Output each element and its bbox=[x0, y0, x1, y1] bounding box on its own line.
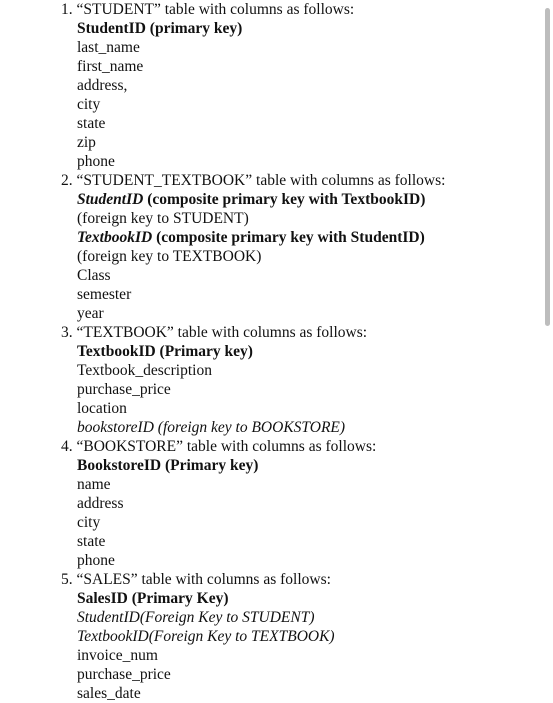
vertical-scrollbar[interactable] bbox=[545, 8, 550, 326]
column-entry bbox=[77, 418, 345, 437]
column-entry-text: TextbookID (Primary key) bbox=[77, 343, 253, 360]
column-entry-text: city bbox=[77, 514, 101, 531]
column-entry-text: zip bbox=[77, 134, 96, 151]
column-entry bbox=[77, 399, 127, 418]
column-entry-text: address, bbox=[77, 77, 128, 94]
column-entry-text: location bbox=[77, 400, 127, 417]
column-entry bbox=[77, 456, 258, 475]
column-entry bbox=[77, 38, 140, 57]
column-entry bbox=[77, 209, 249, 228]
column-entry bbox=[77, 342, 253, 361]
column-entry-text: bookstoreID (foreign key to BOOKSTORE) bbox=[77, 419, 346, 436]
column-entry-text: SalesID (Primary Key) bbox=[77, 590, 229, 607]
column-entry bbox=[77, 665, 171, 684]
column-entry-text: last_name bbox=[77, 39, 140, 56]
column-entry bbox=[77, 95, 100, 114]
column-entry bbox=[77, 532, 105, 551]
column-entry-text: address bbox=[77, 495, 124, 512]
column-entry bbox=[77, 114, 105, 133]
section-heading: 2. “STUDENT_TEXTBOOK” table with columns as follows: bbox=[61, 172, 446, 189]
column-entry bbox=[77, 19, 242, 38]
column-entry-text: semester bbox=[77, 286, 132, 303]
column-entry bbox=[77, 285, 131, 304]
column-entry-text: state bbox=[77, 115, 106, 132]
column-entry bbox=[77, 304, 104, 323]
section-heading: 4. “BOOKSTORE” table with columns as follows: bbox=[61, 438, 377, 455]
column-entry-text: state bbox=[77, 533, 106, 550]
column-entry-text: StudentID bbox=[77, 191, 144, 208]
column-entry-text: purchase_price bbox=[77, 381, 171, 398]
column-entry-text: city bbox=[77, 96, 101, 113]
column-entry bbox=[77, 627, 335, 646]
column-entry-text: first_name bbox=[77, 58, 144, 75]
column-entry bbox=[77, 646, 158, 665]
column-entry-text: StudentID (primary key) bbox=[77, 20, 243, 37]
column-entry-text: year bbox=[77, 305, 104, 322]
column-entry bbox=[77, 76, 127, 95]
section-heading: 5. “SALES” table with columns as follows: bbox=[61, 571, 331, 588]
column-entry bbox=[77, 494, 124, 513]
column-entry-text: name bbox=[77, 476, 111, 493]
column-entry-text: BookstoreID (Primary key) bbox=[77, 457, 259, 474]
column-entry-text: StudentID(Foreign Key to STUDENT) bbox=[77, 609, 315, 626]
section-heading: 3. “TEXTBOOK” table with columns as follows: bbox=[61, 324, 368, 341]
column-entry-text: Class bbox=[77, 267, 111, 284]
column-entry-text: invoice_num bbox=[77, 647, 158, 664]
column-entry bbox=[77, 684, 141, 703]
column-entry-text: sales_date bbox=[77, 685, 141, 702]
column-entry-text: TextbookID(Foreign Key to TEXTBOOK) bbox=[77, 628, 335, 645]
column-entry bbox=[77, 57, 143, 76]
column-entry bbox=[77, 608, 315, 627]
column-entry-text: (foreign key to TEXTBOOK) bbox=[77, 248, 262, 265]
column-entry bbox=[77, 247, 261, 266]
column-entry-text: (composite primary key with TextbookID) bbox=[143, 191, 426, 208]
column-entry bbox=[77, 513, 100, 532]
column-entry bbox=[77, 589, 229, 608]
column-entry bbox=[77, 228, 425, 247]
column-entry-text: (composite primary key with StudentID) bbox=[152, 229, 425, 246]
column-entry bbox=[77, 190, 425, 209]
section-heading: 1. “STUDENT” table with columns as follows: bbox=[61, 1, 355, 18]
column-entry-text: (foreign key to STUDENT) bbox=[77, 210, 249, 227]
column-entry bbox=[77, 380, 171, 399]
column-entry-text: TextbookID bbox=[77, 229, 153, 246]
column-entry bbox=[77, 361, 212, 380]
column-entry-text: phone bbox=[77, 552, 115, 569]
column-entry bbox=[77, 551, 115, 570]
column-entry bbox=[77, 266, 111, 285]
column-entry bbox=[77, 475, 111, 494]
column-entry bbox=[77, 133, 96, 152]
column-entry-text: purchase_price bbox=[77, 666, 171, 683]
column-entry-text: Textbook_description bbox=[77, 362, 212, 379]
column-entry-text: phone bbox=[77, 153, 115, 170]
column-entry bbox=[77, 152, 115, 171]
